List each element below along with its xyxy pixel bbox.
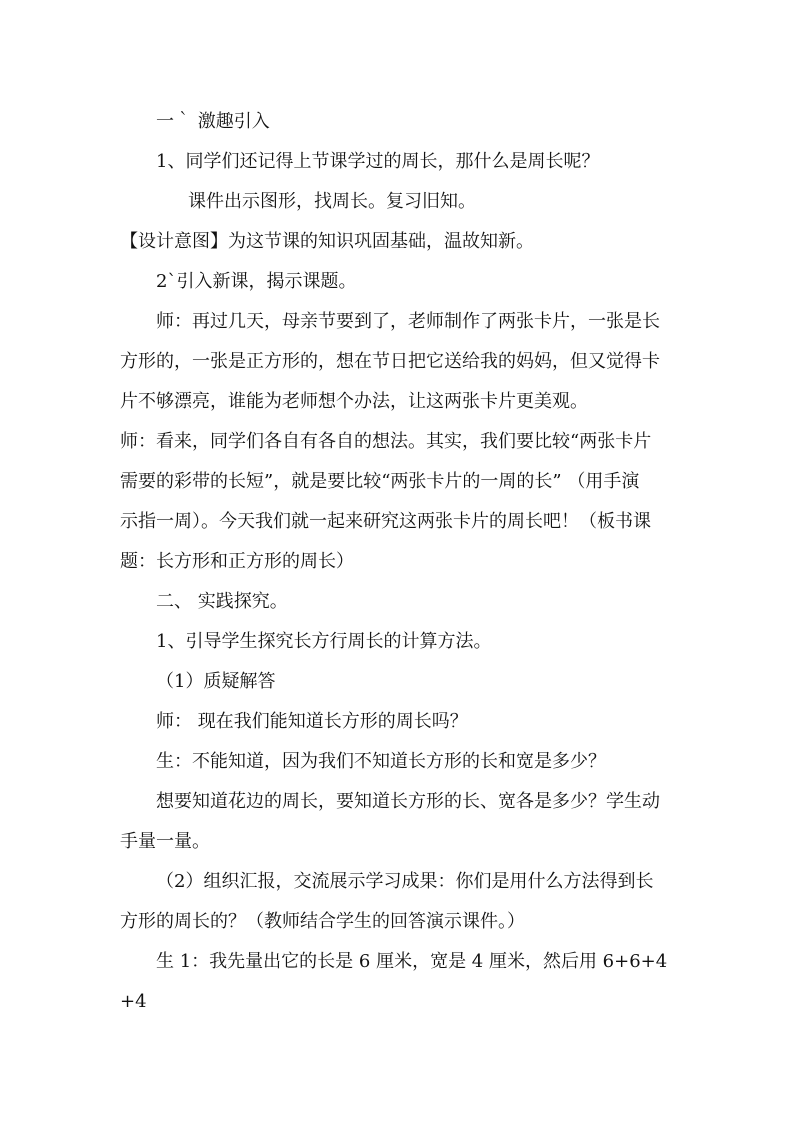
text-line: 方形的周长的？（教师结合学生的回答演示课件。）: [120, 911, 525, 932]
paragraph-teacher-compare: [120, 422, 682, 582]
text-line: 1、引导学生探究长方行周长的计算方法。: [156, 631, 492, 652]
text-line: 师：看来，同学们各自有各自的想法。其实，我们要比较“两张卡片: [120, 431, 652, 452]
paragraph-section-2-heading: [120, 582, 682, 622]
text-line: 师： 现在我们能知道长方形的周长吗？: [156, 711, 468, 732]
text-line: 师：再过几天，母亲节要到了，老师制作了两张卡片，一张是长: [156, 311, 660, 332]
text-line: 方形的，一张是正方形的，想在节日把它送给我的妈妈，但又觉得卡: [120, 351, 660, 372]
text-line: 一｀ 激趣引入: [156, 111, 270, 132]
text-line: （2）组织汇报，交流展示学习成果：你们是用什么方法得到长: [156, 871, 654, 892]
text-line: 2`引入新课，揭示课题。: [156, 271, 357, 292]
paragraph-section-1-heading: [120, 102, 682, 142]
text-line: 片不够漂亮，谁能为老师想个办法，让这两张卡片更美观。: [120, 391, 588, 412]
paragraph-design-intent: [120, 222, 682, 262]
text-line: 题：长方形和正方形的周长）: [120, 551, 354, 572]
paragraph-item-2-1: [120, 622, 682, 662]
document-body: [120, 102, 682, 1022]
paragraph-student-answer: [120, 742, 682, 782]
text-line: 想要知道花边的周长，要知道长方形的长、宽各是多少？学生动: [156, 791, 660, 812]
text-line: 手量一量。: [120, 831, 210, 852]
paragraph-sub-item-1: [120, 662, 682, 702]
paragraph-item-2: [120, 262, 682, 302]
text-line: 需要的彩带的长短”，就是要比较“两张卡片的一周的长” （用手演: [120, 471, 640, 492]
paragraph-student-1: [120, 942, 682, 1022]
paragraph-item-1: [120, 142, 682, 182]
text-line: （1）质疑解答: [156, 671, 276, 692]
text-line: 课件出示图形，找周长。复习旧知。: [188, 191, 476, 212]
paragraph-measure-instruction: [120, 782, 682, 862]
paragraph-sub-item-2: [120, 862, 682, 942]
text-line: 1、同学们还记得上节课学过的周长，那什么是周长呢？: [156, 151, 600, 172]
text-line: 示指一周）。今天我们就一起来研究这两张卡片的周长吧！（板书课: [120, 511, 651, 532]
paragraph-teacher-question: [120, 702, 682, 742]
text-line: 生 1：我先量出它的长是 6 厘米，宽是 4 厘米，然后用 6+6+4+4: [120, 951, 668, 1012]
paragraph-teacher-cards: [120, 302, 682, 422]
text-line: 二、 实践探究。: [156, 591, 288, 612]
text-line: 生：不能知道，因为我们不知道长方形的长和宽是多少？: [156, 751, 606, 772]
text-line: 【设计意图】为这节课的知识巩固基础，温故知新。: [120, 231, 534, 252]
paragraph-courseware-review: [120, 182, 682, 222]
